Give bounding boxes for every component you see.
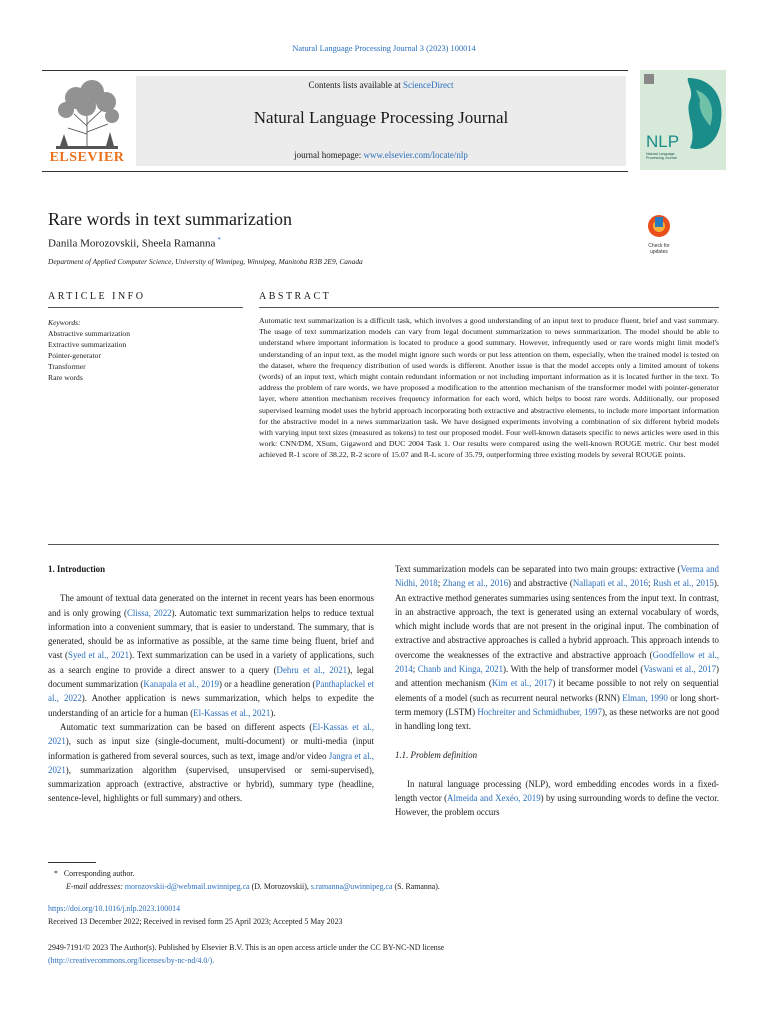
footnote-text: Corresponding author.: [63, 869, 135, 878]
paragraph-text: Automatic text summarization can be based on different aspects (: [60, 721, 313, 732]
citation-link[interactable]: Goodfellow et al., 2014: [395, 649, 719, 675]
corresponding-author-mark[interactable]: *: [217, 236, 221, 244]
paragraph-text: ). With the help of transformer model (: [503, 664, 644, 675]
affiliation: Department of Applied Computer Science, University of Winnipeg, Winnipeg, Manitoba R3B 2E9, Canada: [48, 257, 363, 266]
paragraph: [48, 591, 374, 720]
keyword-item: Transformer: [48, 362, 86, 372]
paragraph: [395, 562, 719, 734]
paragraph-text: ) by using surrounding words to define the vector. However, the problem occurs: [395, 793, 719, 818]
citation-link[interactable]: Clissa, 2022: [126, 607, 172, 618]
footnote-mark: *: [54, 869, 58, 878]
citation-link[interactable]: Dehru et al., 2021: [276, 664, 348, 675]
doi-link[interactable]: https://doi.org/10.1016/j.nlp.2023.100014: [48, 904, 181, 913]
email-link[interactable]: s.ramanna@uwinnipeg.ca: [310, 882, 393, 891]
divider: [259, 307, 719, 308]
journal-citation-link[interactable]: Natural Language Processing Journal 3 (2023) 100014: [292, 44, 476, 53]
homepage-line: [136, 150, 626, 160]
abstract-text: Automatic text summarization is a difficult task, which involves a good understanding of an input text to produce fluent, brief and vast summary. The usage of text summarization models can vary from legal document summarization to news summarization. The model should be able to understand where important information is located to produce a good summary. However, infrequently used or rare words might limit model's understanding of an input text, as the model might ignore such words or put less attention on them, especially, when the trained model is tested on the dataset, where the frequency distribution of used words is different. Another issue is that the model accepts only a limited amount of tokens (words) of an input text, which might contain redundant information or not including important information as it is located further in the text. To address the problem of rare words, we have proposed a modification to the attention mechanism of the transformer model with pointer-generator layer, where attention mechanism receives frequency information for each word, which helps to boost rare words. Additionally, our proposed supervised learning model uses the hybrid approach incorporating both extractive and abstractive elements, to include more important information for the abstractive model in a news summarization task. We have designed experiments involving a combination of six different hybrid models with varying input text sizes (measured as tokens) to test our proposed model. Four well-known datasets specific to news articles were used in this work: CNN/DM, XSum, Gigaword and DUC 2004 Task 1. Our results were compared using the well-known ROUGE metric. Our best model achieved R-1 score of 38.22, R-2 score of 15.07 and R-L score of 35.79, outperforming three existing models by several ROUGE points.: [259, 316, 719, 460]
paragraph-text: Text summarization models can be separated into two main groups: extractive (: [395, 564, 681, 574]
paper-title: Rare words in text summarization: [48, 209, 292, 229]
article-info-heading: ARTICLE INFO: [48, 291, 146, 302]
homepage-link[interactable]: www.elsevier.com/locate/nlp: [363, 150, 468, 160]
paragraph-text: ). Another application is news summarization, which helps to expedite the understanding of an article for a human (: [48, 693, 374, 718]
contents-line: [136, 80, 626, 90]
citation-link[interactable]: Zhang et al., 2016: [442, 578, 509, 589]
paragraph: [395, 777, 719, 820]
paragraph-text: ). Automatic text summarization helps to reduce textual information into a convenient summary, that is easier to understand. The summary, that is generated, should be as informative as possible, at the same time being fluent, brief and vast (: [48, 607, 374, 661]
email-label: E-mail addresses:: [66, 882, 123, 891]
paragraph-text: ) and attention mechanism (: [395, 664, 719, 689]
abstract-heading: ABSTRACT: [259, 291, 332, 302]
sciencedirect-link[interactable]: ScienceDirect: [403, 80, 454, 90]
citation-link[interactable]: Rush et al., 2015: [652, 578, 714, 589]
citation-link[interactable]: Almeida and Xexéo, 2019: [447, 793, 541, 804]
journal-cover-image[interactable]: [640, 70, 726, 170]
paragraph-text: ), legal document summarization (: [48, 664, 374, 690]
journal-title: Natural Language Processing Journal: [253, 108, 509, 127]
paragraph-text: ). Text summarization can be used in a variety of applications, such as a search engine to provide a direct answer to a query (: [48, 650, 374, 675]
check-updates-icon: [641, 213, 677, 239]
citation-link[interactable]: Elman, 1990: [622, 692, 668, 703]
footnote-divider: [48, 862, 96, 863]
copyright-notice: [48, 942, 748, 967]
cover-nlp-text: NLP: [646, 132, 680, 151]
paragraph-text: ;: [437, 578, 443, 589]
keyword-item: Extractive summarization: [48, 340, 127, 350]
citation-link[interactable]: Verma and Nidhi, 2018: [395, 564, 719, 589]
body-column-right: [395, 562, 719, 820]
contents-prefix: Contents lists available at: [308, 80, 403, 90]
cover-subtitle: Natural Language Processing Journal: [646, 152, 677, 161]
keywords-label: Keywords:: [48, 318, 81, 327]
license-link[interactable]: (http://creativecommons.org/licenses/by-nc-nd/4.0/).: [48, 955, 215, 965]
paragraph-text: ), summarization algorithm (supervised, unsupervised or semi-supervised), summarization approach (extractive, abstractive or hybrid), summary type (headline, sentence-level, highlights or full summary) and others.: [48, 764, 374, 804]
check-updates-label: Check for updates: [648, 243, 670, 255]
citation-link[interactable]: Nallapati et al., 2016: [572, 578, 648, 589]
homepage-label: journal homepage:: [294, 150, 364, 160]
paragraph-text: or long short-term memory (LSTM): [395, 692, 719, 717]
section-heading: 1. Introduction: [48, 564, 106, 574]
paragraph-text: ;: [412, 664, 418, 675]
author-list: [48, 236, 221, 250]
paragraph-text: ;: [647, 578, 653, 589]
citation-link[interactable]: Hochreiter and Schmidhuber, 1997: [477, 706, 602, 717]
paragraph-text: ), such as input size (single-document, multi-document) or multi-media (input information is gathered from several sources, such as text, image and/or video: [48, 736, 374, 761]
authors-text: Danila Morozovskii, Sheela Ramanna: [48, 237, 216, 250]
citation-link[interactable]: El-Kassas et al., 2021: [193, 707, 271, 718]
keyword-item: Rare words: [48, 373, 83, 383]
paragraph-text: The amount of textual data generated on the internet in recent years has been enormous and is only growing (: [48, 593, 374, 618]
email-link[interactable]: morozovskii-d@webmail.uwinnipeg.ca: [124, 882, 250, 891]
copyright-text: 2949-7191/© 2023 The Author(s). Published by Elsevier B.V. This is an open access article under the CC BY-NC-ND license: [48, 943, 445, 952]
keyword-item: Abstractive summarization: [48, 329, 131, 339]
divider: [48, 544, 719, 545]
elsevier-logo-text: ELSEVIER: [49, 150, 125, 165]
citation-link[interactable]: Syed et al., 2021: [68, 650, 130, 661]
paragraph-text: ), as these networks are not good in handling long text.: [395, 706, 720, 732]
citation-link[interactable]: Kim et al., 2017: [491, 678, 553, 689]
citation-link[interactable]: Jangra et al., 2021: [48, 750, 374, 775]
paragraph-text: ) it became possible to not rely on sequential elements of a model (such as recurrent neural networks (RNN): [395, 678, 719, 703]
subsection-heading: 1.1. Problem definition: [395, 749, 478, 760]
paragraph-text: In natural language processing (NLP), word embedding encodes words in a fixed-length vector (: [395, 778, 719, 804]
divider: [48, 307, 243, 308]
citation-link[interactable]: Panthaplackel et al., 2022: [48, 679, 375, 704]
footnote: [54, 867, 440, 893]
citation-link[interactable]: Chanb and Kinga, 2021: [417, 664, 504, 675]
check-for-updates-badge[interactable]: [641, 213, 677, 253]
paragraph-text: ).: [270, 707, 276, 718]
paragraph-text: ) and abstractive (: [508, 578, 573, 589]
paragraph-text: ) or a headline generation (: [218, 679, 316, 690]
body-column-left: [48, 562, 374, 806]
citation-link[interactable]: Vaswani et al., 2017: [643, 664, 717, 675]
keyword-item: Pointer-generator: [48, 351, 101, 361]
keywords-list: [48, 317, 243, 384]
citation-link[interactable]: Kanapala et al., 2019: [143, 679, 219, 690]
email-owner: (D. Morozovskii),: [251, 882, 309, 891]
received-dates: Received 13 December 2022; Received in revised form 25 April 2023; Accepted 5 May 2023: [48, 917, 343, 926]
citation-link[interactable]: El-Kassas et al., 2021: [48, 721, 374, 747]
paragraph: [48, 720, 374, 806]
email-owner: (S. Ramanna).: [394, 882, 440, 891]
paragraph-text: ). An extractive method generates summaries using sentences from the input text. In contrast, in an abstractive approach, the text is generated using an external vocabulary of words, which might include words that are not present in the original input. The combination of extractive and abstractive approaches is called a hybrid approach. This approach intends to overcome the weaknesses of the extractive and abstractive approach (: [395, 578, 720, 660]
